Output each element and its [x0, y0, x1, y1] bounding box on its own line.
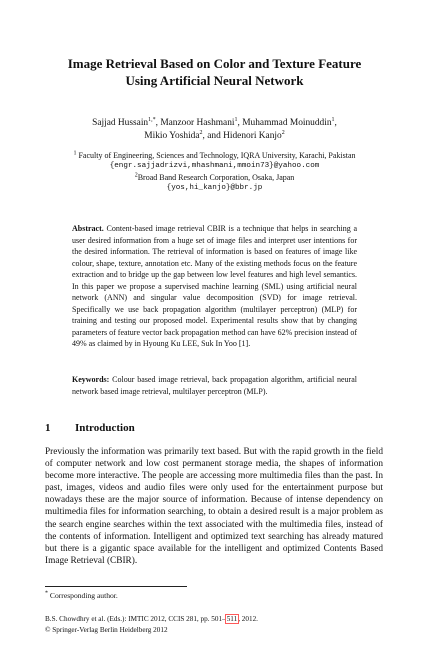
author-name: Hidenori Kanjo — [223, 130, 282, 141]
author-name: Manzoor Hashmani — [160, 118, 235, 128]
section-heading — [45, 422, 135, 434]
footnote-divider — [45, 586, 187, 587]
affiliation-1-email: {engr.sajjadrizvi,mhashmani,mmoin73}@yahoo.com — [109, 162, 320, 170]
affiliation-2: $^2$Broad Band Research Corporation, Osaka, Japan — [134, 172, 295, 182]
keywords-label: Keywords: — [72, 375, 110, 384]
copyright-line: © Springer-Verlag Berlin Heidelberg 2012 — [45, 625, 168, 634]
author-name: Muhammad Moinuddin — [242, 118, 332, 128]
affil-number: 1 — [73, 150, 77, 157]
keywords — [72, 374, 357, 397]
section-number: 1 — [45, 422, 51, 434]
author-affil-mark: 2 — [281, 129, 285, 136]
affiliation-1: $^1$ Faculty of Engineering, Sciences and Technology, IQRA University, Karachi, Pakistan — [73, 150, 356, 160]
author-name: Mikio Yoshida — [144, 130, 200, 141]
author-affil-mark: 1 — [331, 116, 335, 123]
author-line-1: Sajjad Hussain$^{1,*}$, Manzoor Hashmani$^1$, Muhammad Moinuddin$^1$, — [92, 116, 337, 128]
author-name: Sajjad Hussain — [92, 118, 149, 128]
keywords-text: Colour based image retrieval, back propagation algorithm, artificial neural network based image retrieval, multilayer perceptron (MLP). — [72, 375, 357, 396]
imprint — [45, 614, 258, 635]
author-affil-mark: 2 — [199, 129, 203, 136]
author-affil-mark: 1,* — [148, 116, 156, 123]
citation-line: B.S. Chowdhry et al. (Eds.): IMTIC 2012, CCIS 281, pp. 501–511, 2012. — [45, 615, 258, 623]
affil-number: 2 — [134, 172, 138, 179]
author-line-2: Mikio Yoshida$^2$, and Hidenori Kanjo$^2$ — [144, 129, 285, 141]
affiliations — [40, 150, 389, 194]
footnote-mark: * — [45, 590, 48, 597]
author-list — [40, 117, 389, 142]
title-line-2: Using Artificial Neural Network — [125, 73, 304, 88]
abstract — [72, 223, 357, 350]
introduction-paragraph: Previously the information was primarily text based. But with the rapid growth in the field of computer network and low cost permanent storage media, the shapes of information become more interactive. The people are accessing more multimedia files than the past. In past, images, videos and audio files were only used for the entertainment purpose but nowadays these are the major source of information. Because of intense dependency on multimedia files for information searching, to obtain a desired result is a major problem as the search engine searches within the text associated with the multimedia files, instead of the contents of information. Intelligent and optimized text searching has already matured but there is a gigantic space available for the intelligent and optimized Contents Based Image Retrieval (CBIR). — [45, 447, 383, 566]
abstract-label: Abstract. — [72, 224, 104, 233]
footnote-text: Corresponding author. — [49, 591, 118, 600]
page-range-end-link[interactable]: 511 — [226, 615, 238, 623]
affiliation-2-email: {yos,hi_kanjo}@bbr.jp — [166, 184, 263, 192]
footnote — [45, 591, 118, 601]
abstract-text: Content-based image retrieval CBIR is a technique that helps in searching a user desired information from a huge set of image files and interpret user intentions for the desired information. The retrieval of information is based on features of image like colour, shape, texture, annotation etc. Many of the existing methods focus on the feature extraction and to bridge up the gap between low level features and high level semantics. In this paper we propose a supervised machine learning (SML) using artificial neural network (ANN) and singular value decomposition (SVD) for image retrieval. Specifically we use back propagation algorithm (multilayer perceptron) (MLP) for training and testing our proposed model. Experimental results show that by changing parameters of feature vector back propagation method can have 62% precision instead of 49% as claimed by in Hyoung Ku LEE, Suk In Yoo [1]. — [72, 224, 358, 348]
title-line-1: Image Retrieval Based on Color and Texture Feature — [67, 56, 362, 71]
author-affil-mark: 1 — [234, 116, 238, 123]
paper-title — [40, 55, 389, 89]
section-title: Introduction — [75, 422, 135, 434]
